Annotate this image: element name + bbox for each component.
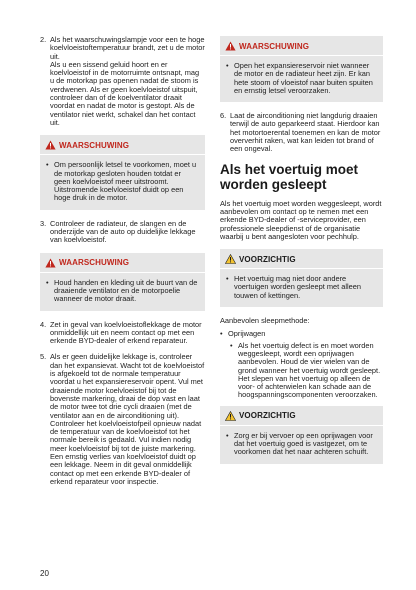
bullet: • <box>230 340 233 350</box>
bullet: • <box>46 160 49 170</box>
method-detail: Als het voertuig defect is en moet worden weggesleept, wordt een oprijwagen aanbevolen. Houd de vier wielen van de grond wanneer het voertuig wordt gesleept. Het slepen van het voertuig op alleen de voor- of achterwielen kan schade aan de hoogspanningscomponenten veroorzaken. <box>238 340 381 400</box>
item-number: 4. <box>40 319 47 329</box>
caution-triangle-icon <box>225 254 236 264</box>
warning-text: Om persoonlijk letsel te voorkomen, moet u de motorkap gesloten houden totdat er geen koelvloeistof meer uitstroomt. Uitstromende koelvloeistof duidt op een hoge druk in de motor. <box>54 160 197 203</box>
right-column <box>220 36 383 474</box>
item-text: Controleer de radiateur, de slangen en de onderzijde van de auto op duidelijke lekkage van koelvloeistof. <box>50 218 196 245</box>
item-text: Als er geen duidelijke lekkage is, controleer dan het expansievat. Wacht tot de koelvloeistof is afgekoeld tot de normale temperatuur voordat u het expansiereservoir opent. Vul met draaiende motor koelvloeistof bij tot de bovenste markering, draai de dop vast en laat de motor twee tot drie cycli draaien (met de ventilator aan en de airconditioning uit). Controleer het koelvloeistofpeil opnieuw nadat de temperatuur van de koelvloeistof tot het normale bereik is gedaald. Vul indien nodig meer koelvloeistof bij tot de juiste markering. Een ernstig verlies van koelvloeistof duidt op een lekkage. Neem in dit geval onmiddellijk contact op met een erkende BYD-dealer of erkend reparateur voor inspectie. <box>50 352 205 486</box>
warning-box <box>40 253 205 311</box>
caution-triangle-icon <box>225 411 236 421</box>
item-text: Zet in geval van koelvloeistoflekkage de motor onmiddellijk uit en neem contact op met een erkende BYD-dealer of erkend reparateur. <box>50 319 202 346</box>
warning-text: Open het expansiereservoir niet wanneer de motor en de radiateur heet zijn. Er kan hete stoom of vloeistof naar buiten spuiten en ernstig letsel veroorzaken. <box>234 61 373 95</box>
bullet: • <box>226 430 229 440</box>
warning-title: WAARSCHUWING <box>59 140 130 150</box>
warning-triangle-icon <box>45 140 56 150</box>
methods-label: Aanbevolen sleepmethode: <box>220 316 310 326</box>
warning-triangle-icon <box>225 41 236 51</box>
item-number: 3. <box>40 218 47 228</box>
item-text: Als het waarschuwingslampje voor een te hoge koelvloeistoftemperatuur brandt, zet u de motor uit. <box>50 35 205 61</box>
caution-text: Het voertuig mag niet door andere voertuigen worden gesleept met alleen touwen of kettingen. <box>234 274 361 300</box>
caution-text: Zorg er bij vervoer op een oprijwagen voor dat het voertuig goed is vastgezet, om te voorkomen dat het naar achteren schuift. <box>234 430 373 457</box>
caution-box <box>220 249 383 307</box>
left-column <box>40 36 205 494</box>
warning-box <box>40 135 205 209</box>
caution-title: VOORZICHTIG <box>239 254 296 264</box>
caution-title: VOORZICHTIG <box>239 411 296 421</box>
bullet: • <box>226 274 229 284</box>
item-text: Als u een sissend geluid hoort en er koelvloeistof in de motorruimte ontsnapt, mag u de motorkap pas openen nadat de stoom is verdwenen. Als er geen koelvloeistof uitspuit, controleer dan of de koelventilator draait voordat en nadat de motor is gestopt. Als de ventilator niet werkt, schakel dan het contact uit. <box>50 59 200 127</box>
method-name: Oprijwagen <box>228 329 266 339</box>
item-text: Laat de airconditioning niet langdurig draaien terwijl de auto geparkeerd staat. Hierdoor kan het motortoerental toenemen en kan de motor oververhit raken, wat kan leiden tot brand of een ongeval. <box>230 111 381 154</box>
list-item-3 <box>40 220 205 245</box>
warning-text: Houd handen en kleding uit de buurt van de draaiende ventilator en de motorpoelie wanneer de motor draait. <box>54 277 198 304</box>
bullet: • <box>46 277 49 287</box>
list-item-5 <box>40 353 205 486</box>
list-item-6 <box>220 112 383 153</box>
warning-box <box>220 36 383 102</box>
warning-title: WAARSCHUWING <box>239 41 310 51</box>
item-number: 6. <box>220 111 227 121</box>
method-detail-item <box>230 342 383 400</box>
list-item-4 <box>40 321 205 346</box>
item-number: 5. <box>40 352 47 362</box>
warning-triangle-icon <box>45 258 56 268</box>
method-item <box>220 330 383 338</box>
bullet: • <box>220 329 223 339</box>
item-number: 2. <box>40 35 47 44</box>
section-intro: Als het voertuig moet worden weggesleept, wordt aanbevolen om contact op te nemen met een erkende BYD-dealer of -serviceprovider, een professionele sleepdienst of de organisatie waarbij u bent aangesloten voor pechhulp. <box>220 198 382 241</box>
warning-title: WAARSCHUWING <box>59 258 130 268</box>
page-number: 20 <box>40 569 49 578</box>
bullet: • <box>226 61 229 70</box>
caution-box <box>220 406 383 464</box>
list-item-2 <box>40 36 205 127</box>
section-heading: Als het voertuig moet worden gesleept <box>220 161 359 192</box>
